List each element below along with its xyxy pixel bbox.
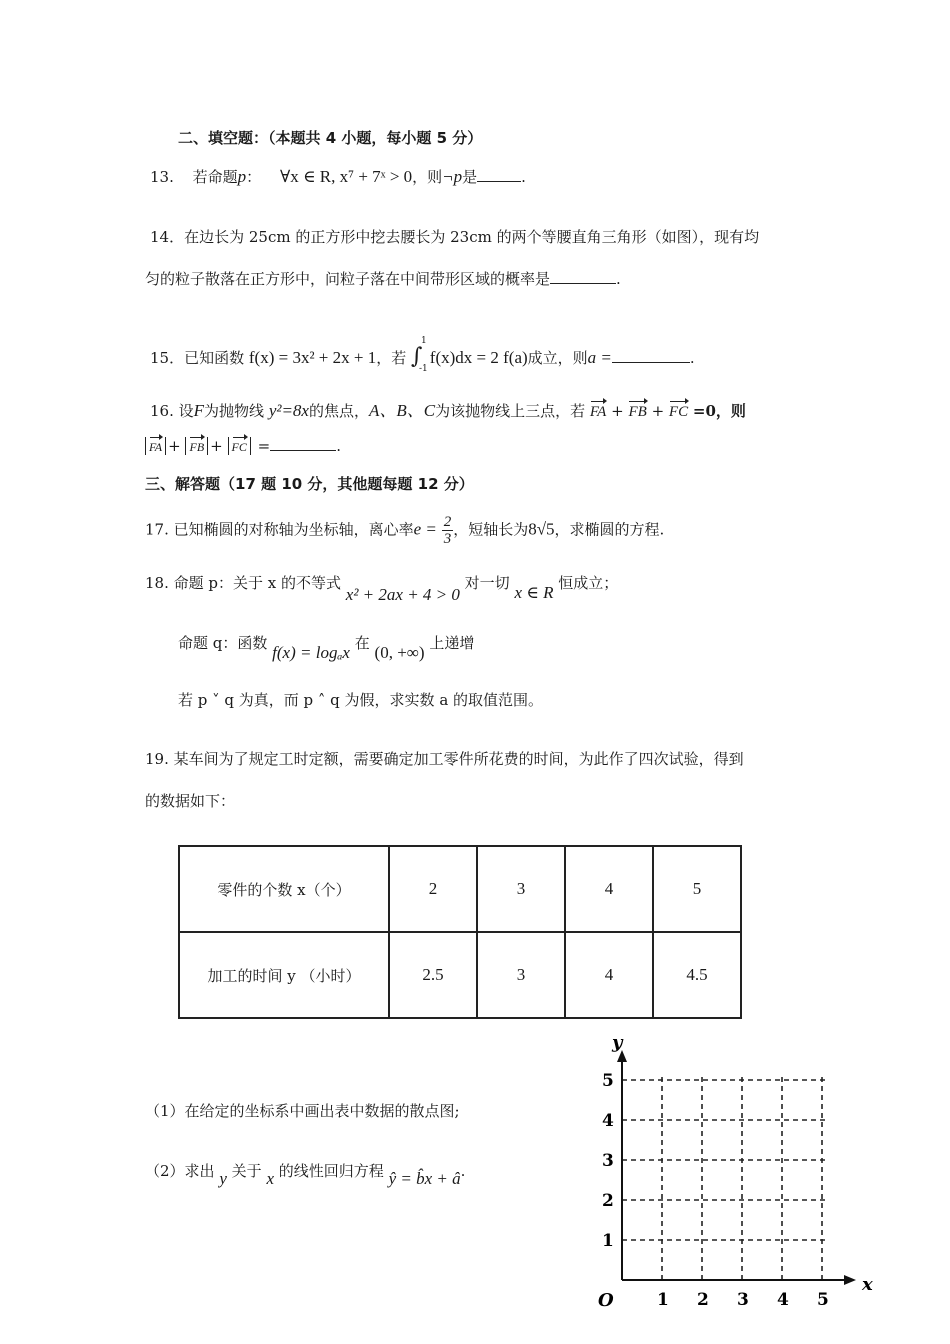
section3-title: 三、解答题（17 题 10 分，其他题每题 12 分）	[145, 475, 474, 493]
abs-fc	[228, 437, 251, 455]
q19-part2-mid2: 的线性回归方程	[278, 1162, 384, 1180]
q18-line1-mid: 对一切	[464, 574, 510, 592]
x-tick-label: 2	[697, 1290, 709, 1310]
q15-end: .	[689, 349, 695, 367]
q16-mid: 为抛物线	[204, 402, 265, 420]
q17-length: 8√5	[528, 519, 555, 539]
q18-domain: x ∈ R	[514, 583, 554, 602]
q15-a: a =	[587, 348, 612, 367]
abs-fb-vector: FB	[189, 440, 205, 454]
question-14-line1: 14．在边长为 25cm 的正方形中挖去腰长为 23cm 的两个等腰直角三角形（如图），现有均	[150, 228, 760, 246]
q19-part2	[145, 1160, 466, 1188]
row2-label: 加工的时间 y （小时）	[179, 932, 389, 1018]
q17-pre: 17. 已知椭圆的对称轴为坐标轴，离心率	[145, 520, 414, 539]
coordinate-grid-chart	[590, 1030, 880, 1310]
abs-fb	[185, 437, 208, 455]
q16-eq: =	[257, 437, 271, 455]
origin-label: O	[598, 1290, 614, 1310]
table-cell: 2.5	[389, 932, 477, 1018]
integral-upper-limit: 1	[421, 336, 427, 346]
table-row	[179, 846, 741, 932]
x-tick-label: 1	[657, 1290, 669, 1310]
q15-integral	[411, 336, 428, 374]
data-table	[178, 845, 742, 1019]
q18-line1-post: 恒成立；	[558, 574, 619, 592]
q17-post: ，求椭圆的方程.	[554, 520, 665, 539]
q13-number: 13.	[150, 168, 174, 186]
q15-number: 15．已知函数	[150, 349, 245, 367]
q19-part1: （1）在给定的坐标系中画出表中数据的散点图;	[145, 1102, 460, 1120]
q16-mid3: 为该抛物线上三点，若	[435, 402, 586, 420]
q18-line2-post: 上递增	[429, 634, 475, 652]
question-16-line1	[150, 396, 746, 421]
question-16-line2	[145, 436, 341, 455]
q17-e: e =	[413, 519, 437, 539]
q15-integrand: f(x)dx = 2 f(a)	[429, 348, 528, 367]
table-cell: 3	[477, 846, 565, 932]
q16-points: A、B、C	[369, 401, 436, 420]
abs-fa	[145, 437, 166, 455]
y-axis-label: y	[612, 1032, 623, 1053]
q19-part2-x: x	[266, 1169, 274, 1188]
q13-mid: ，则	[412, 168, 443, 186]
row1-label: 零件的个数 x（个）	[179, 846, 389, 932]
q13-answer-blank[interactable]	[477, 167, 521, 182]
q16-plus1: +	[611, 402, 624, 420]
q16-answer-blank[interactable]	[270, 436, 336, 451]
q15-mid: ，若	[376, 349, 407, 367]
question-19-line2: 的数据如下：	[145, 792, 236, 810]
q16-plus4: +	[210, 437, 223, 455]
y-tick-label: 2	[602, 1191, 614, 1211]
x-tick-label: 5	[817, 1290, 829, 1310]
q13-negp: ¬p	[442, 167, 463, 186]
q16-plus2: +	[651, 402, 665, 420]
question-18-line1	[145, 572, 619, 604]
q13-post: 是	[462, 168, 478, 186]
q19-part2-pre: （2）求出	[145, 1162, 215, 1180]
q13-end: .	[521, 168, 526, 186]
q19-part2-y: y	[219, 1169, 227, 1188]
q17-frac-num: 2	[443, 514, 452, 530]
integral-sign: ∫	[411, 344, 423, 369]
section2-title: 二、填空题：（本题共 4 小题，每小题 5 分）	[178, 129, 483, 147]
q18-line2-mid: 在	[354, 634, 370, 652]
table-cell: 4	[565, 932, 653, 1018]
x-axis-arrow	[844, 1275, 856, 1285]
q16-parabola: y²=8x	[268, 401, 309, 420]
q16-F: F	[193, 401, 205, 420]
q19-part2-mid: 关于	[231, 1162, 262, 1180]
q16-plus3: +	[168, 437, 181, 455]
y-tick-label: 1	[602, 1231, 614, 1251]
vector-fb: FB	[628, 404, 647, 420]
q16-eqzero: =0，则	[692, 402, 746, 420]
question-19-line1: 19. 某车间为了规定工时定额，需要确定加工零件所花费的时间，为此作了四次试验，得到	[145, 750, 744, 768]
vector-fa: FA	[589, 404, 607, 420]
integral-lower-limit: -1	[419, 364, 428, 374]
question-18-line2	[178, 632, 475, 662]
q13-pre: 若命题	[192, 168, 238, 186]
y-tick-label: 5	[602, 1071, 614, 1091]
q15-function: f(x) = 3x² + 2x + 1	[248, 348, 377, 367]
q18-line2-pre: 命题 q：函数	[178, 634, 268, 652]
q16-pre: 16. 设	[150, 402, 194, 420]
table-cell: 3	[477, 932, 565, 1018]
question-17	[145, 514, 664, 547]
table-cell: 5	[653, 846, 741, 932]
q18-function: f(x) = logₐx	[272, 643, 350, 662]
q18-inequality: x² + 2ax + 4 > 0	[345, 585, 460, 604]
q18-line1-pre: 18. 命题 p：关于 x 的不等式	[145, 574, 341, 592]
y-tick-label: 4	[602, 1111, 614, 1131]
q17-frac-den: 3	[443, 531, 452, 547]
x-tick-label: 3	[737, 1290, 749, 1310]
q16-mid2: 的焦点，	[308, 402, 369, 420]
question-14-line2	[145, 268, 621, 289]
x-tick-label: 4	[777, 1290, 789, 1310]
q13-formula: ∀x ∈ R, x⁷ + 7ˣ > 0	[279, 167, 413, 186]
table-row	[179, 932, 741, 1018]
table-cell: 2	[389, 846, 477, 932]
q17-fraction	[442, 514, 454, 547]
q15-answer-blank[interactable]	[612, 348, 690, 363]
q14-answer-blank[interactable]	[550, 269, 616, 284]
vector-fc: FC	[668, 404, 689, 420]
y-tick-label: 3	[602, 1151, 614, 1171]
q13-colon: ：	[246, 168, 262, 186]
table-cell: 4.5	[653, 932, 741, 1018]
q17-mid: ，短轴长为	[453, 520, 529, 539]
question-13	[150, 166, 526, 187]
q13-p: p	[237, 167, 247, 186]
question-15	[150, 336, 695, 374]
q18-interval: (0, +∞)	[374, 643, 425, 662]
question-18-line3: 若 p ˅ q 为真，而 p ˄ q 为假，求实数 a 的取值范围。	[178, 691, 544, 709]
table-cell: 4	[565, 846, 653, 932]
abs-fc-vector: FC	[231, 440, 247, 454]
q14-line2-text: 匀的粒子散落在正方形中，问粒子落在中间带形区域的概率是	[145, 270, 551, 288]
abs-fa-vector: FA	[149, 440, 163, 454]
q16-end: .	[336, 437, 341, 455]
q15-post: 成立，则	[527, 349, 588, 367]
x-axis-label: x	[862, 1274, 873, 1295]
q19-regression-equation: ŷ = b̂x + â	[388, 1169, 461, 1188]
q19-part2-end: .	[460, 1162, 466, 1180]
q14-end: .	[616, 270, 621, 288]
